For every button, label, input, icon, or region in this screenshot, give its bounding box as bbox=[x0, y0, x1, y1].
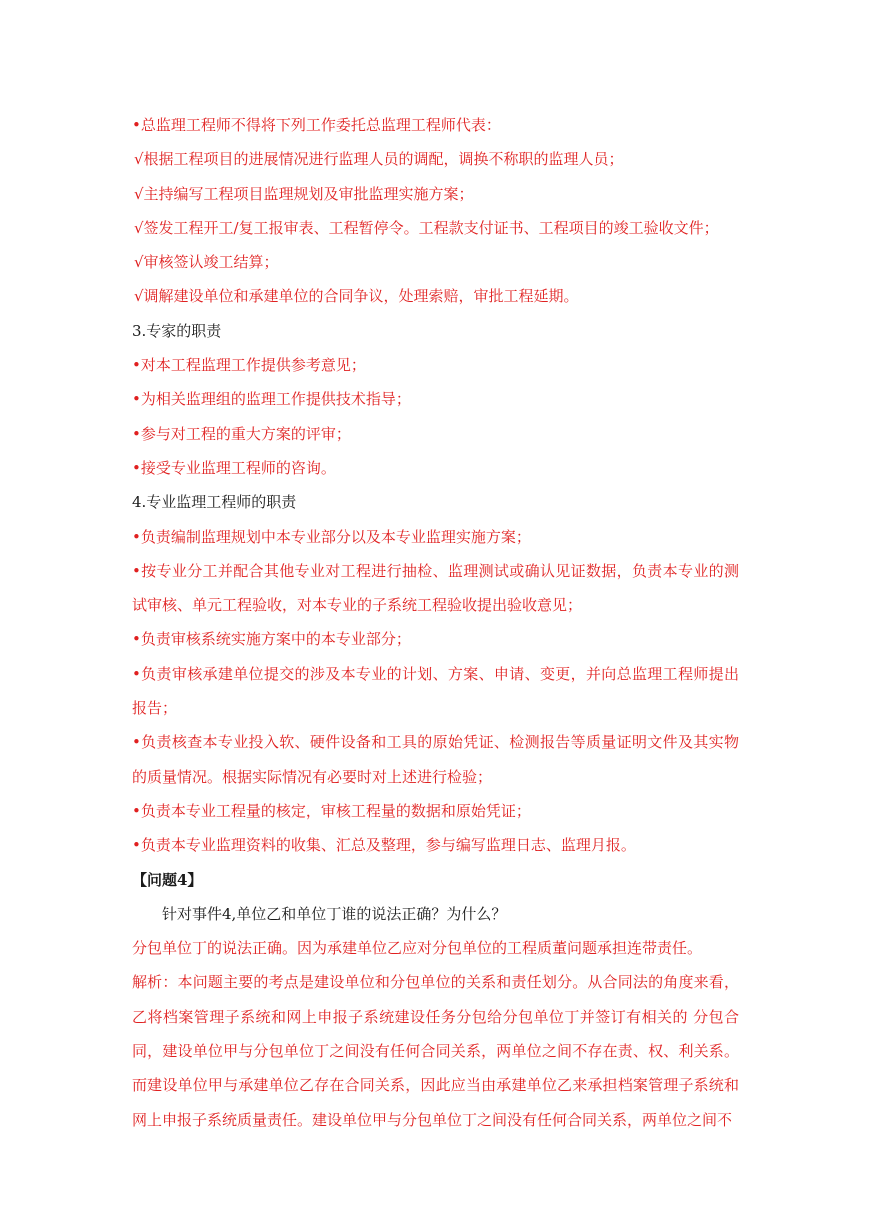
text-line: •负责审核系统实施方案中的本专业部分； bbox=[132, 630, 411, 649]
text-line: •总监理工程师不得将下列工作委托总监理工程师代表： bbox=[132, 116, 501, 134]
section-heading: 【问题4】 bbox=[132, 870, 203, 889]
text-line: √签发工程开工/复工报审表、工程暂停令。工程款支付证书、工程项目的竣工验收文件； bbox=[134, 218, 719, 237]
text-line: 针对事件4,单位乙和单位丁谁的说法正确？为什么？ bbox=[162, 904, 507, 923]
text-line: √主持编写工程项目监理规划及审批监理实施方案； bbox=[134, 184, 474, 203]
text-line: •为相关监理组的监理工作提供技术指导； bbox=[132, 390, 411, 409]
text-line: •对本工程监理工作提供参考意见； bbox=[132, 356, 366, 375]
text-line: •负责核查本专业投入软、硬件设备和工具的原始凭证、检测报告等质量证明文件及其实物的质量情况。根据实际情况有必要时对上述进行检验； bbox=[132, 733, 739, 786]
text-line: •参与对工程的重大方案的评审； bbox=[132, 424, 351, 443]
document-page bbox=[132, 108, 739, 1137]
text-line: 4.专业监理工程师的职责 bbox=[132, 493, 297, 512]
text-line: •负责本专业工程量的核定，审核工程量的数据和原始凭证； bbox=[132, 801, 531, 820]
text-line: 解析：本问题主要的考点是建设单位和分包单位的关系和责任划分。从合同法的角度来看，乙将档案管理子系统和网上申报子系统建设任务分包给分包单位丁并签订有相关的 分包合同，建设单位甲与分包单位丁之间没有任何合同关系，两单位之间不存在责、权、利关系。而建设单位甲与承建单位乙存在合同关系，因此应当由承建单位乙来承担档案管理子系统和网上申报子系统质量责任。建设单位甲与分包单位丁之间没有任何合同关系，两单位之间不 bbox=[132, 973, 739, 1129]
text-line: 3.专家的职责 bbox=[132, 321, 222, 340]
text-line: √根据工程项目的进展情况进行监理人员的调配，调换不称职的监理人员； bbox=[134, 150, 624, 169]
text-line: •接受专业监理工程师的咨询。 bbox=[132, 458, 336, 477]
text-line: •负责本专业监理资料的收集、汇总及整理，参与编写监理日志、监理月报。 bbox=[132, 836, 636, 855]
text-line: •按专业分工并配合其他专业对工程进行抽检、监理测试或确认见证数据，负责本专业的测试审核、单元工程验收，对本专业的子系统工程验收提出验收意见； bbox=[132, 561, 739, 615]
text-line: √审核签认竣工结算； bbox=[134, 253, 279, 272]
text-line: 分包单位丁的说法正确。因为承建单位乙应对分包单位的工程质董问题承担连带责任。 bbox=[132, 939, 703, 958]
text-line: •负责审核承建单位提交的涉及本专业的计划、方案、申请、变更，并向总监理工程师提出报告； bbox=[132, 664, 739, 718]
text-line: √调解建设单位和承建单位的合同争议，处理索赔，审批工程延期。 bbox=[134, 287, 579, 306]
text-line: •负责编制监理规划中本专业部分以及本专业监理实施方案； bbox=[132, 527, 531, 546]
